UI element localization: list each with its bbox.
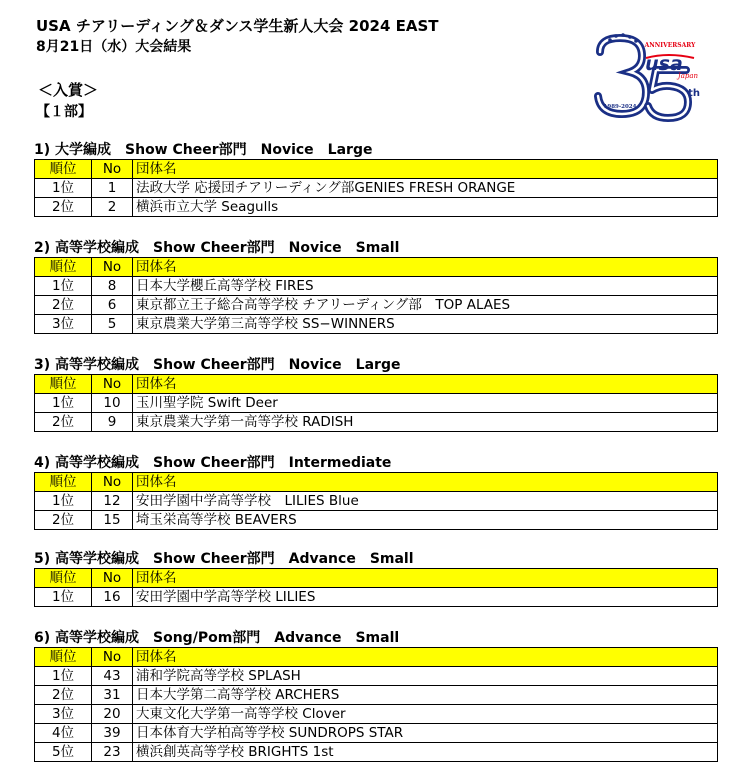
cell-rank: 4位 [35, 724, 92, 743]
cell-name: 東京農業大学第三高等学校 SS−WINNERS [133, 315, 718, 334]
table-row [35, 667, 718, 686]
column-header-name: 団体名 [133, 375, 718, 394]
section-title: 1) 大学編成 Show Cheer部門 Novice Large [34, 142, 373, 158]
cell-no: 1 [92, 179, 133, 198]
cell-no: 20 [92, 705, 133, 724]
table-row [35, 315, 718, 334]
cell-rank: 1位 [35, 394, 92, 413]
document-title: USA チアリーディング＆ダンス学生新人大会 2024 EAST [36, 17, 439, 35]
results-table [34, 257, 718, 334]
table-header-row [35, 473, 718, 492]
cell-no: 10 [92, 394, 133, 413]
results-table [34, 159, 718, 217]
cell-name: 安田学園中学高等学校 LILIES [133, 588, 718, 607]
section-title: 3) 高等学校編成 Show Cheer部門 Novice Large [34, 357, 401, 373]
cell-name: 安田学園中学高等学校 LILIES Blue [133, 492, 718, 511]
award-heading: ＜入賞＞ [38, 81, 99, 99]
cell-no: 9 [92, 413, 133, 432]
column-header-name: 団体名 [133, 569, 718, 588]
table-row [35, 743, 718, 762]
section-title: 6) 高等学校編成 Song/Pom部門 Advance Small [34, 630, 400, 646]
cell-no: 5 [92, 315, 133, 334]
table-row [35, 413, 718, 432]
result-section-4 [32, 455, 720, 530]
cell-name: 横浜創英高等学校 BRIGHTS 1st [133, 743, 718, 762]
table-row [35, 705, 718, 724]
cell-rank: 1位 [35, 492, 92, 511]
column-header-no: No [92, 648, 133, 667]
column-header-name: 団体名 [133, 473, 718, 492]
column-header-name: 団体名 [133, 160, 718, 179]
usa-35th-anniversary-logo [590, 30, 702, 122]
result-section-5 [32, 551, 720, 607]
logo-anniversary-text: ANNIVERSARY [644, 42, 696, 49]
column-header-rank: 順位 [35, 473, 92, 492]
cell-no: 6 [92, 296, 133, 315]
cell-rank: 5位 [35, 743, 92, 762]
cell-rank: 3位 [35, 315, 92, 334]
column-header-no: No [92, 160, 133, 179]
cell-rank: 1位 [35, 277, 92, 296]
column-header-rank: 順位 [35, 258, 92, 277]
cell-no: 12 [92, 492, 133, 511]
section-title: 2) 高等学校編成 Show Cheer部門 Novice Small [34, 240, 400, 256]
cell-no: 23 [92, 743, 133, 762]
cell-name: 大東文化大学第一高等学校 Clover [133, 705, 718, 724]
section-title: 5) 高等学校編成 Show Cheer部門 Advance Small [34, 551, 414, 567]
cell-name: 埼玉栄高等学校 BEAVERS [133, 511, 718, 530]
results-table [34, 568, 718, 607]
column-header-name: 団体名 [133, 648, 718, 667]
logo-th-text: th [688, 88, 700, 99]
cell-name: 玉川聖学院 Swift Deer [133, 394, 718, 413]
column-header-rank: 順位 [35, 160, 92, 179]
cell-rank: 2位 [35, 296, 92, 315]
results-table [34, 472, 718, 530]
cell-name: 法政大学 応援団チアリーディング部GENIES FRESH ORANGE [133, 179, 718, 198]
column-header-rank: 順位 [35, 569, 92, 588]
table-row [35, 296, 718, 315]
column-header-rank: 順位 [35, 648, 92, 667]
table-row [35, 724, 718, 743]
cell-no: 43 [92, 667, 133, 686]
results-table [34, 374, 718, 432]
part-heading: 【１部】 [36, 104, 92, 120]
section-title: 4) 高等学校編成 Show Cheer部門 Intermediate [34, 455, 392, 471]
table-row [35, 492, 718, 511]
table-row [35, 198, 718, 217]
column-header-rank: 順位 [35, 375, 92, 394]
cell-rank: 2位 [35, 198, 92, 217]
column-header-name: 団体名 [133, 258, 718, 277]
table-row [35, 686, 718, 705]
table-header-row [35, 375, 718, 394]
cell-rank: 3位 [35, 705, 92, 724]
table-header-row [35, 258, 718, 277]
cell-rank: 1位 [35, 179, 92, 198]
column-header-no: No [92, 375, 133, 394]
document-date: 8月21日（水）大会結果 [36, 39, 192, 55]
table-row [35, 277, 718, 296]
table-header-row [35, 160, 718, 179]
table-row [35, 588, 718, 607]
column-header-no: No [92, 569, 133, 588]
cell-name: 浦和学院高等学校 SPLASH [133, 667, 718, 686]
result-section-1 [32, 142, 720, 217]
cell-name: 日本大学櫻丘高等学校 FIRES [133, 277, 718, 296]
logo-usa-text: usa [645, 53, 683, 75]
cell-rank: 2位 [35, 413, 92, 432]
table-row [35, 394, 718, 413]
cell-name: 日本大学第二高等学校 ARCHERS [133, 686, 718, 705]
cell-name: 横浜市立大学 Seagulls [133, 198, 718, 217]
logo-japan-text: Japan [677, 72, 699, 80]
cell-rank: 2位 [35, 511, 92, 530]
cell-no: 16 [92, 588, 133, 607]
cell-no: 8 [92, 277, 133, 296]
result-section-3 [32, 357, 720, 432]
logo-years-text: 1989-2024 [603, 104, 637, 110]
cell-rank: 1位 [35, 667, 92, 686]
cell-no: 31 [92, 686, 133, 705]
cell-no: 15 [92, 511, 133, 530]
table-row [35, 511, 718, 530]
result-section-6 [32, 630, 720, 762]
result-section-2 [32, 240, 720, 334]
cell-rank: 1位 [35, 588, 92, 607]
cell-no: 2 [92, 198, 133, 217]
cell-name: 日本体育大学柏高等学校 SUNDROPS STAR [133, 724, 718, 743]
cell-name: 東京都立王子総合高等学校 チアリーディング部 TOP ALAES [133, 296, 718, 315]
table-row [35, 179, 718, 198]
results-table [34, 647, 718, 762]
column-header-no: No [92, 473, 133, 492]
table-header-row [35, 569, 718, 588]
cell-name: 東京農業大学第一高等学校 RADISH [133, 413, 718, 432]
column-header-no: No [92, 258, 133, 277]
cell-no: 39 [92, 724, 133, 743]
table-header-row [35, 648, 718, 667]
cell-rank: 2位 [35, 686, 92, 705]
